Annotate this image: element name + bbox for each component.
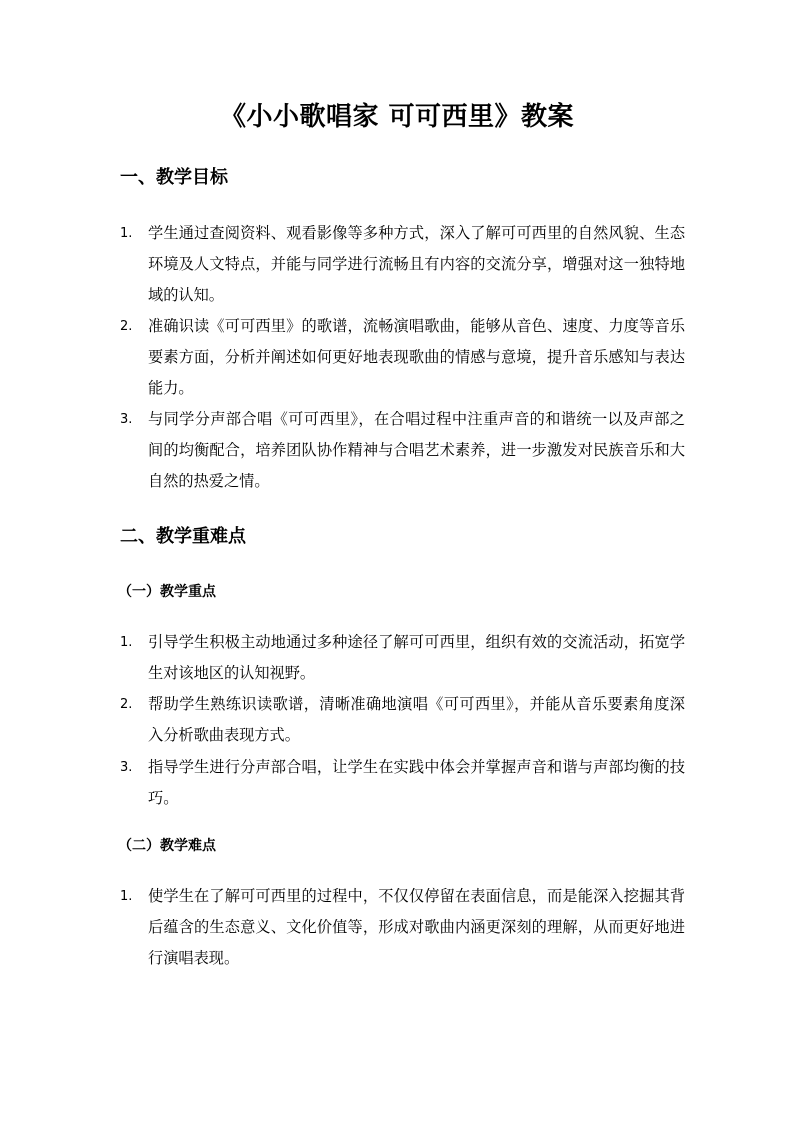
subsection-heading-difficulty: （二）教学难点 bbox=[118, 838, 216, 854]
list-item bbox=[120, 218, 685, 311]
list-number: 2. bbox=[120, 319, 133, 334]
list-item bbox=[120, 627, 685, 689]
list-item bbox=[120, 311, 685, 404]
list-text: 与同学分声部合唱《可可西里》，在合唱过程中注重声音的和谐统一以及声部之间的均衡配合，培养团队协作精神与合唱艺术素养，进一步激发对民族音乐和大自然的热爱之情。 bbox=[148, 410, 685, 490]
section-heading-teaching-goals: 一、教学目标 bbox=[120, 167, 228, 188]
list-number: 1. bbox=[120, 635, 133, 650]
list-text: 使学生在了解可可西里的过程中，不仅仅停留在表面信息，而是能深入挖掘其背后蕴含的生态意义、文化价值等，形成对歌曲内涵更深刻的理解，从而更好地进行演唱表现。 bbox=[148, 887, 685, 967]
list-text: 学生通过查阅资料、观看影像等多种方式，深入了解可可西里的自然风貌、生态环境及人文特点，并能与同学进行流畅且有内容的交流分享，增强对这一独特地域的认知。 bbox=[148, 224, 685, 304]
list-item bbox=[120, 404, 685, 497]
list-item bbox=[120, 752, 685, 814]
subsection-heading-focus: （一）教学重点 bbox=[118, 584, 216, 600]
document-title: 《小小歌唱家 可可西里》教案 bbox=[219, 102, 575, 132]
list-text: 引导学生积极主动地通过多种途径了解可可西里，组织有效的交流活动，拓宽学生对该地区的认知视野。 bbox=[148, 633, 685, 682]
list-text: 准确识读《可可西里》的歌谱，流畅演唱歌曲，能够从音色、速度、力度等音乐要素方面，分析并阐述如何更好地表现歌曲的情感与意境，提升音乐感知与表达能力。 bbox=[148, 317, 685, 397]
list-number: 1. bbox=[120, 226, 133, 241]
list-number: 1. bbox=[120, 889, 133, 904]
section-heading-key-points: 二、教学重难点 bbox=[120, 526, 246, 547]
list-number: 3. bbox=[120, 412, 133, 427]
list-text: 指导学生进行分声部合唱，让学生在实践中体会并掌握声音和谐与声部均衡的技巧。 bbox=[148, 758, 685, 807]
list-number: 3. bbox=[120, 760, 133, 775]
list-number: 2. bbox=[120, 697, 133, 712]
list-item bbox=[120, 689, 685, 751]
list-item bbox=[120, 881, 685, 974]
list-text: 帮助学生熟练识读歌谱，清晰准确地演唱《可可西里》，并能从音乐要素角度深入分析歌曲表现方式。 bbox=[148, 695, 685, 744]
